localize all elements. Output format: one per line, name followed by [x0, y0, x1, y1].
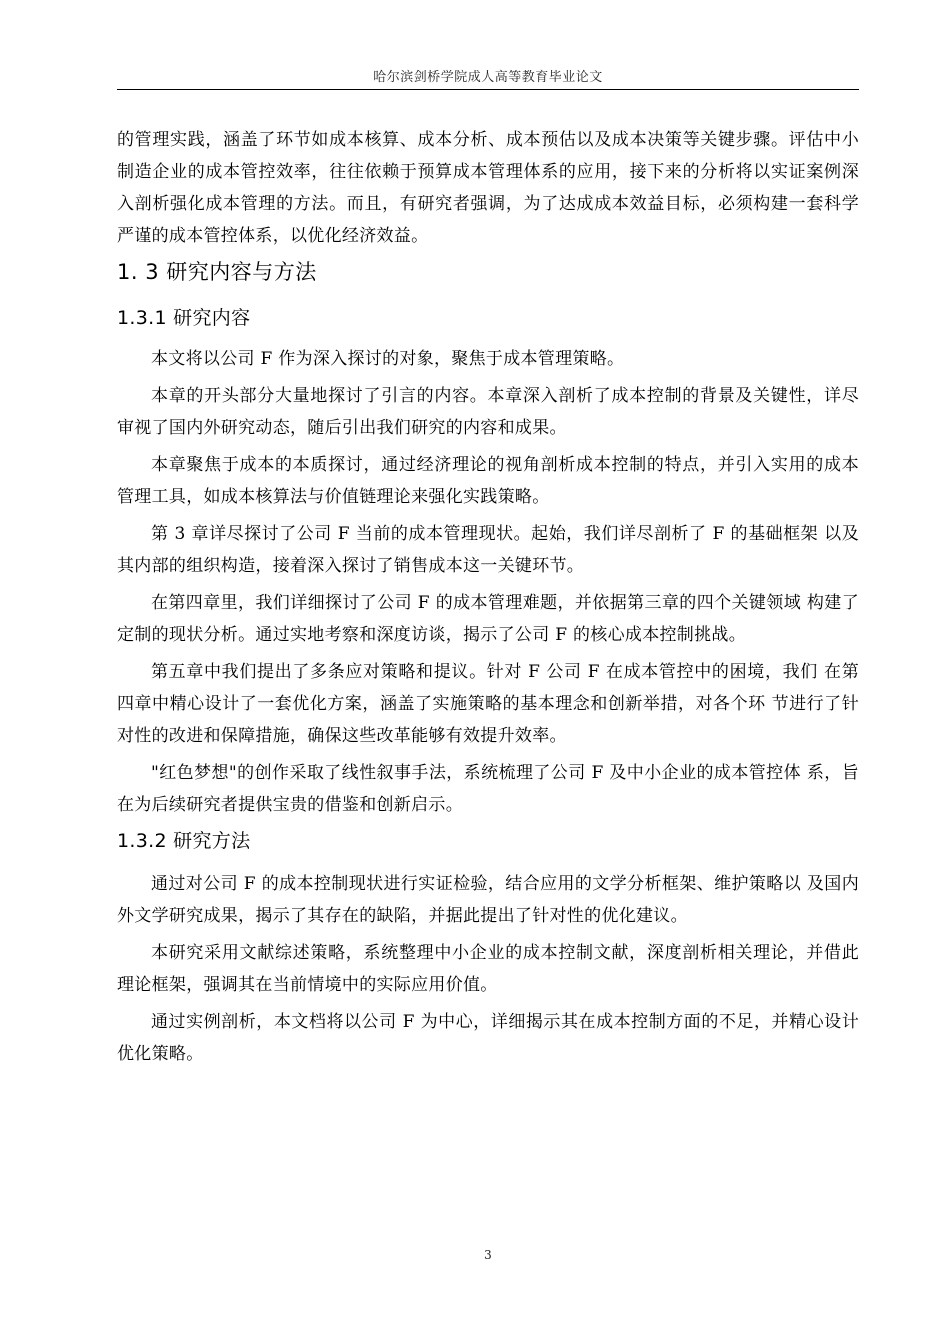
running-header: 哈尔滨剑桥学院成人高等教育毕业论文 [373, 70, 603, 85]
document-body [117, 124, 859, 1075]
intro-paragraph: 的管理实践，涵盖了环节如成本核算、成本分析、成本预估以及成本决策等关键步骤。评估中小制造企业的成本管控效率，往往依赖于预算成本管理体系的应用，接下来的分析将以实证案例深入剖析强化成本管理的方法。而且，有研究者强调，为了达成成本效益目标，必须构建一套科学严谨的成本管控体系，以优化经济效益。 [117, 130, 859, 246]
paragraph: 本文将以公司 F 作为深入探讨的对象，聚焦于成本管理策略。 [151, 349, 625, 369]
paragraph: 在第四章里，我们详细探讨了公司 F 的成本管理难题，并依据第三章的四个关键领域 构建了定制的现状分析。通过实地考察和深度访谈，揭示了公司 F 的核心成本控制挑战。 [117, 593, 859, 645]
paragraph: 本章的开头部分大量地探讨了引言的内容。本章深入剖析了成本控制的背景及关键性，详尽审视了国内外研究动态，随后引出我们研究的内容和成果。 [117, 386, 859, 438]
paragraph: 本章聚焦于成本的本质探讨，通过经济理论的视角剖析成本控制的特点，并引入实用的成本管理工具，如成本核算法与价值链理论来强化实践策略。 [117, 455, 859, 507]
header-divider [117, 89, 859, 90]
subsection-heading-1-3-1: 1.3.1 研究内容 [117, 307, 251, 329]
page-number: 3 [484, 1248, 492, 1262]
paragraph: 第五章中我们提出了多条应对策略和提议。针对 F 公司 F 在成本管控中的困境，我们 在第四章中精心设计了一套优化方案，涵盖了实施策略的基本理念和创新举措，对各个环 节进行了针对性的改进和保障措施，确保这些改革能够有效提升效率。 [117, 662, 859, 746]
section-heading-1-3: 1. 3 研究内容与方法 [117, 260, 317, 284]
paragraph: 通过对公司 F 的成本控制现状进行实证检验，结合应用的文学分析框架、维护策略以 及国内外文学研究成果，揭示了其存在的缺陷，并据此提出了针对性的优化建议。 [117, 874, 859, 926]
paragraph: 第 3 章详尽探讨了公司 F 当前的成本管理现状。起始，我们详尽剖析了 F 的基础框架 以及其内部的组织构造，接着深入探讨了销售成本这一关键环节。 [117, 524, 859, 576]
paragraph: 通过实例剖析，本文档将以公司 F 为中心，详细揭示其在成本控制方面的不足，并精心设计优化策略。 [117, 1012, 859, 1064]
paragraph: "红色梦想"的创作采取了线性叙事手法，系统梳理了公司 F 及中小企业的成本管控体 系，旨在为后续研究者提供宝贵的借鉴和创新启示。 [117, 763, 859, 815]
subsection-heading-1-3-2: 1.3.2 研究方法 [117, 830, 251, 852]
paragraph: 本研究采用文献综述策略，系统整理中小企业的成本控制文献，深度剖析相关理论，并借此理论框架，强调其在当前情境中的实际应用价值。 [117, 943, 859, 995]
